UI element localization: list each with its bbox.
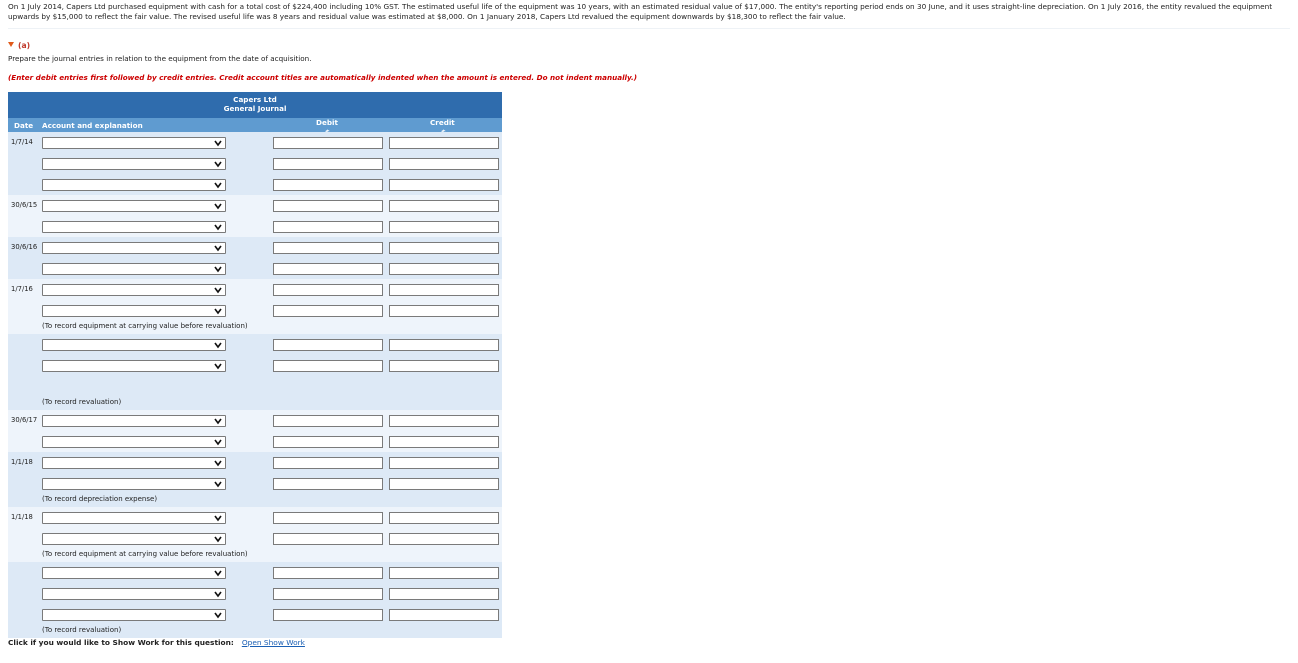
debit-input[interactable] [273, 415, 383, 427]
journal-entry-row [8, 604, 502, 625]
account-select[interactable] [42, 457, 226, 469]
col-credit: Credit [430, 118, 455, 127]
general-journal-table [8, 92, 502, 638]
credit-input[interactable] [389, 221, 499, 233]
chevron-down-icon [214, 223, 222, 235]
debit-input[interactable] [273, 284, 383, 296]
journal-entry-row [8, 300, 502, 321]
entry-explanation: (To record depreciation expense) [42, 495, 158, 503]
debit-input[interactable] [273, 457, 383, 469]
journal-entry-row [8, 216, 502, 237]
credit-input[interactable] [389, 533, 499, 545]
account-select[interactable] [42, 339, 226, 351]
credit-input[interactable] [389, 360, 499, 372]
show-work-prompt [8, 638, 305, 647]
journal-note-row [8, 321, 502, 334]
debit-input[interactable] [273, 179, 383, 191]
credit-input[interactable] [389, 137, 499, 149]
account-select[interactable] [42, 179, 226, 191]
chevron-down-icon [214, 286, 222, 298]
journal-entry-row [8, 237, 502, 258]
credit-input[interactable] [389, 179, 499, 191]
chevron-down-icon [214, 514, 222, 526]
chevron-down-icon [214, 341, 222, 353]
journal-entry-row [8, 279, 502, 300]
journal-entry-row [8, 132, 502, 153]
account-select[interactable] [42, 263, 226, 275]
account-select[interactable] [42, 242, 226, 254]
entry-date: 30/6/15 [11, 201, 38, 209]
credit-input[interactable] [389, 242, 499, 254]
credit-input[interactable] [389, 609, 499, 621]
entry-instruction: (Enter debit entries first followed by credit entries. Credit account titles are automatically indented when the amount is entered. Do not indent manually.) [8, 73, 638, 82]
journal-entry-row [8, 507, 502, 528]
debit-input[interactable] [273, 158, 383, 170]
chevron-down-icon [214, 244, 222, 256]
journal-entry-row [8, 562, 502, 583]
chevron-down-icon [214, 181, 222, 193]
chevron-down-icon [214, 459, 222, 471]
account-select[interactable] [42, 478, 226, 490]
journal-note-row [8, 494, 502, 507]
account-select[interactable] [42, 533, 226, 545]
credit-input[interactable] [389, 478, 499, 490]
journal-entry-row [8, 376, 502, 397]
journal-entry-row [8, 528, 502, 549]
journal-entry-row [8, 195, 502, 216]
entry-date: 30/6/17 [11, 416, 38, 424]
account-select[interactable] [42, 436, 226, 448]
entry-date: 30/6/16 [11, 243, 38, 251]
credit-input[interactable] [389, 263, 499, 275]
credit-input[interactable] [389, 567, 499, 579]
problem-statement: On 1 July 2014, Capers Ltd purchased equipment with cash for a total cost of $224,400 including 10% GST. The estimated useful life of the equipment was 10 years, with an estimated residual value of $17,000. The entity's reporting period ends on 30 June, and it uses straight-line depreciation. On 1 July 2016, the entity revalued the equipment upwards by $15,000 to reflect the fair value. The revised useful life was 8 years and residual value was estimated at $8,000. On 1 January 2018, Capers Ltd revalued the equipment downwards by $18,300 to reflect the fair value. [8, 2, 1273, 21]
entry-date: 1/1/18 [11, 513, 33, 521]
journal-entry-row [8, 355, 502, 376]
account-select[interactable] [42, 588, 226, 600]
triangle-down-icon [8, 42, 14, 47]
entry-explanation: (To record revaluation) [42, 626, 122, 634]
journal-entry-row [8, 258, 502, 279]
journal-header [8, 92, 502, 118]
col-debit: Debit [316, 118, 338, 127]
chevron-down-icon [214, 307, 222, 319]
part-prompt: Prepare the journal entries in relation to the equipment from the date of acquisition. [8, 54, 312, 63]
debit-input[interactable] [273, 339, 383, 351]
account-select[interactable] [42, 415, 226, 427]
chevron-down-icon [214, 535, 222, 547]
journal-title: General Journal [223, 104, 287, 113]
credit-input[interactable] [389, 305, 499, 317]
chevron-down-icon [214, 480, 222, 492]
debit-input[interactable] [273, 609, 383, 621]
company-name: Capers Ltd [233, 95, 277, 104]
chevron-down-icon [214, 611, 222, 623]
account-select[interactable] [42, 200, 226, 212]
debit-input[interactable] [273, 533, 383, 545]
chevron-down-icon [214, 569, 222, 581]
debit-input[interactable] [273, 137, 383, 149]
journal-note-row [8, 397, 502, 410]
chevron-down-icon [214, 202, 222, 214]
col-date: Date [14, 121, 34, 130]
journal-entry-row [8, 452, 502, 473]
part-a-toggle[interactable] [8, 41, 30, 50]
divider [8, 28, 1290, 29]
debit-input[interactable] [273, 221, 383, 233]
account-select[interactable] [42, 284, 226, 296]
chevron-down-icon [214, 160, 222, 172]
account-select[interactable] [42, 137, 226, 149]
credit-input[interactable] [389, 457, 499, 469]
credit-input[interactable] [389, 436, 499, 448]
account-select[interactable] [42, 305, 226, 317]
debit-input[interactable] [273, 242, 383, 254]
entry-explanation: (To record revaluation) [42, 398, 122, 406]
journal-entry-row [8, 153, 502, 174]
chevron-down-icon [214, 362, 222, 374]
account-select[interactable] [42, 609, 226, 621]
entry-explanation: (To record equipment at carrying value before revaluation) [42, 550, 248, 558]
credit-input[interactable] [389, 588, 499, 600]
credit-input[interactable] [389, 415, 499, 427]
debit-input[interactable] [273, 512, 383, 524]
open-show-work-link[interactable]: Open Show Work [241, 638, 305, 647]
chevron-down-icon [214, 590, 222, 602]
journal-entry-row [8, 174, 502, 195]
entry-date: 1/7/16 [11, 285, 33, 293]
chevron-down-icon [214, 417, 222, 429]
account-select[interactable] [42, 221, 226, 233]
credit-input[interactable] [389, 158, 499, 170]
part-label: (a) [18, 41, 31, 50]
entry-explanation: (To record equipment at carrying value before revaluation) [42, 322, 248, 330]
journal-rows [8, 132, 502, 638]
account-select[interactable] [42, 512, 226, 524]
journal-entry-row [8, 431, 502, 452]
debit-input[interactable] [273, 263, 383, 275]
debit-input[interactable] [273, 305, 383, 317]
show-work-label: Click if you would like to Show Work for this question: [8, 638, 234, 647]
journal-entry-row [8, 410, 502, 431]
credit-input[interactable] [389, 200, 499, 212]
debit-input[interactable] [273, 436, 383, 448]
debit-input[interactable] [273, 478, 383, 490]
debit-input[interactable] [273, 360, 383, 372]
account-select[interactable] [42, 567, 226, 579]
account-select[interactable] [42, 360, 226, 372]
journal-note-row [8, 625, 502, 638]
credit-input[interactable] [389, 284, 499, 296]
journal-entry-row [8, 334, 502, 355]
credit-input[interactable] [389, 339, 499, 351]
journal-entry-row [8, 473, 502, 494]
entry-date: 1/1/18 [11, 458, 33, 466]
credit-input[interactable] [389, 512, 499, 524]
debit-input[interactable] [273, 588, 383, 600]
chevron-down-icon [214, 438, 222, 450]
journal-note-row [8, 549, 502, 562]
chevron-down-icon [214, 265, 222, 277]
col-account: Account and explanation [42, 121, 143, 130]
chevron-down-icon [214, 139, 222, 151]
entry-date: 1/7/14 [11, 138, 33, 146]
journal-entry-row [8, 583, 502, 604]
debit-input[interactable] [273, 200, 383, 212]
debit-input[interactable] [273, 567, 383, 579]
account-select[interactable] [42, 158, 226, 170]
column-header-row [8, 118, 502, 132]
